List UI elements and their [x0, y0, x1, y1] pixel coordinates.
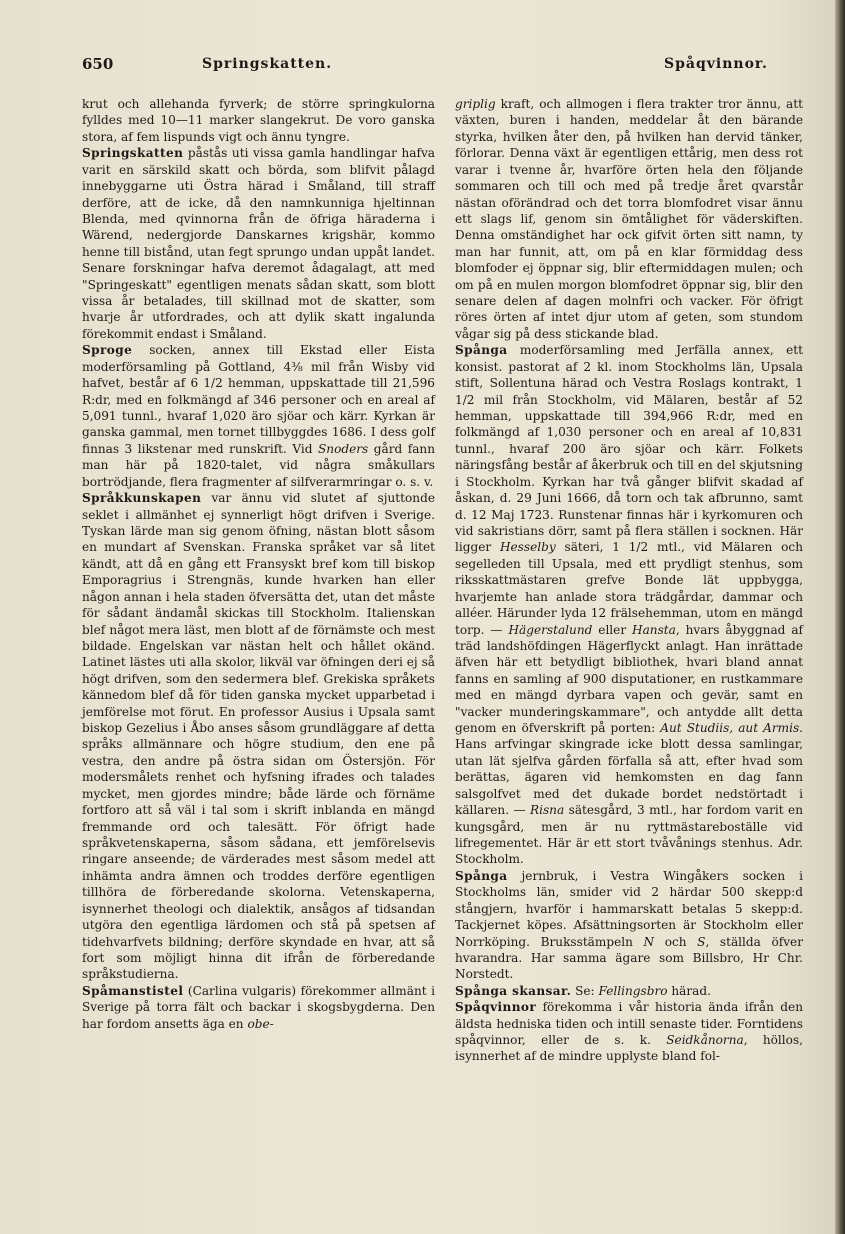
entry-sproge: Sproge socken, annex till Ekstad eller Eista moderförsamling på Gottland, 4⅜ mil från Wisby vid hafvet, består af 6 1/2 hemman, uppskattade till 21,596 R:dr, med en folkmängd af 346 personer och en areal af 5,091 tunnl., hvaraf 1,020 äro sjöar och kärr. Kyrkan är ganska gammal, men tornet tillbyggdes 1686. I dess golf finnas 3 likstenar med runskrift. Vid Snoders gård fann man här på 1820-talet, vid några småkullars bortrödjande, flera fragmenter af silfverarmringar o. s. v.: [82, 343, 435, 489]
entry-spanga: Spånga moderförsamling med Jerfälla annex, ett konsist. pastorat af 2 kl. inom Stockholms län, Upsala stift, Sollentuna härad och Vestra Roslags kontrakt, 1 1/2 mil från Stockholm, vid Mälaren, består af 52 hemman, uppskattade till 394,966 R:dr, med en folkmängd af 1,030 personer och en areal af 10,831 tunnl., hvaraf 200 äro sjöar och kärr. Folkets näringsfång består af åkerbruk och till en del skjutsning i Stockholm. Kyrkan har två gånger blifvit skadad af åskan, d. 29 Juni 1666, då torn och tak afbrunno, samt d. 12 Maj 1723. Runstenar finnas här i kyrkomuren och vid sakristians dörr, samt på flera ställen i socknen. Här ligger Hesselby säteri, 1 1/2 mtl., vid Mälaren och segelleden till Upsala, med ett prydligt stenhus, som riksskattmästaren grefve Bonde lät uppbygga, hvarjemte han anlade stora trädgårdar, dammar och alléer. Härunder lyda 12 frälsehemman, utom en mängd torp. — Hägerstalund eller Hansta, hvars åbyggnad af träd landshöfdingen Hägerflyckt anlagt. Han inrättade äfven här ett betydligt bibliothek, hvari bland annat fanns en samling af 900 disputationer, en rustkammare med en mängd dyrbara vapen och gevär, samt en "vacker munderingskammare", och antydde allt detta genom en öfverskrift på porten: Aut Studiis, aut Armis. Hans arfvingar skingrade icke blott dessa samlingar, utan lät sjelfva gården förfalla så att, efter hvad som berättas, ägaren vid hemkomsten en dag fann salsgolfvet med det dukade bordet nedstörtadt i källaren. — Risna sätesgård, 3 mtl., har fordom varit en kungsgård, men är nu ryttmästareboställe vid lifregementet. Här är ett stort tvåvånings stenhus. Adr. Stockholm.: [455, 343, 803, 867]
entry-spanga-skansar: Spånga skansar. Se: Fellingsbro härad.: [455, 983, 711, 998]
page-header: [82, 55, 834, 79]
right-column: [455, 96, 803, 1065]
entry-spamanstistel: Spåmanstistel (Carlina vulgaris) förekommer allmänt i Sverige på torra fält och backar i skogsbygderna. Den har fordom ansetts äga en obe-: [82, 983, 435, 1031]
headword: Springskatten: [82, 146, 184, 161]
headword: Sproge: [82, 343, 133, 358]
right-running-head: Spåqvinnor.: [664, 56, 768, 72]
headword: Spåmanstistel: [82, 983, 184, 998]
headword: Spånga skansar.: [455, 983, 572, 998]
entry-spanga-jernbruk: Spånga jernbruk, i Vestra Wingåkers socken i Stockholms län, smider vid 2 härdar 500 skepp:d stångjern, hvarför i hammarskatt betalas 5 skepp:d. Tackjernet köpes. Afsättningsorten är Stockholm eller Norrköping. Bruksstämpeln N och S, ställda öfver hvarandra. Har samma ägare som Billsbro, Hr Chr. Norstedt.: [455, 868, 803, 982]
paragraph-continuation: krut och allehanda fyrverk; de större springkulorna fylldes med 10—11 marker slangekrut. De voro ganska stora, af fem lispunds vigt och ännu tyngre.: [82, 97, 435, 144]
headword: Språkkunskapen: [82, 491, 202, 506]
page-edge-shadow: [835, 0, 845, 1234]
entry-spaqvinnor: Spåqvinnor förekomma i vår historia ända ifrån den äldsta hedniska tiden och intill senaste tider. Forntidens spåqvinnor, eller de s. k. Seidkånorna, höllos, isynnerhet af de mindre upplyste bland fol-: [455, 1000, 803, 1064]
headword: Spåqvinnor: [455, 1000, 537, 1015]
entry-sprakkunskapen: Språkkunskapen var ännu vid slutet af sjuttonde seklet i allmänhet ej synnerligt högt drifven i Sverige. Tyskan lärde man sig genom öfning, nästan blott såsom en mundart af Svenskan. Franska språket var så litet kändt, att då en gång ett Fransyskt bref kom till biskop Emporagrius i Strengnäs, kunde hvarken han eller någon annan i hela staden öfversätta det, utan det måste för sådant ändamål skickas till Stockholm. Italienskan blef något mera läst, men blott af de förnämste och mest bildade. Engelskan var nästan helt och hållet okänd. Latinet lästes uti alla skolor, likväl var öfningen deri ej så högt drifven, som den sedermera blef. Grekiska språkets kännedom blef då för tiden ganska mycket upparbetad i jemförelse mot förut. En professor Ausius i Upsala samt biskop Gezelius i Åbo anses såsom grundläggare af detta språks allmännare och högre studium, den ene på vestra, den andre på östra sidan om Östersjön. För modersmålets renhet och hyfsning ifrades och talades mycket, men gjordes mindre; både lärde och förnäme fortforo att så väl i tal som i skrift inblanda en mängd fremmande ord och talesätt. För öfrigt hade språkvetenskaperna, såsom sådana, ett jemförelsevis ringare anseende; de värderades mest såsom medel att inhämta andra ämnen och troddes derföre egentligen tillhöra de förberedande skolorna. Vetenskaperna, isynnerhet theologi och dialektik, ansågos af tidsandan utgöra den egentliga lärdomen och stå på spetsen af tidehvarfvets bildning; derföre skyndade en hvar, att så fort som möjligt hinna dit ifrån de förberedande språkstudierna.: [82, 491, 435, 982]
page-number: 650: [82, 55, 114, 73]
left-running-head: Springskatten.: [202, 56, 333, 72]
entry-springskatten: Springskatten påstås uti vissa gamla handlingar hafva varit en särskild skatt och börda, som blifvit pålagd innebyggarne uti Östra härad i Småland, till straff derföre, att de icke, då den namnkunniga hjeltinnan Blenda, med qvinnorna från de öfriga häraderna i Wärend, nedergjorde Danskarnes krigshär, kommo henne till bistånd, utan fegt sprungo undan uppåt landet. Senare forskningar hafva deremot ådagalagt, att med "Springeskatt" egentligen menats sådan skatt, som blott vissa år betalades, till skillnad mot de skatter, som hvarje år utfordrades, och att dylik skatt ingalunda förekommit endast i Småland.: [82, 146, 435, 341]
headword: Spånga: [455, 343, 508, 358]
paragraph-continuation: griplig kraft, och allmogen i flera trakter tror ännu, att växten, buren i handen, meddelar åt den bärande styrka, hvilken åter den, på hvilken han dervid tänker, förlorar. Denna växt är egentligen ettårig, men dess rot varar i tvenne år, hvarföre örten hela den följande sommaren och till och med på tredje året qvarstår nästan oförändrad och det torra blomfodret visar ännu ett slags lif, genom sin ömtålighet för väderskiften. Denna omständighet har ock gifvit örten sitt namn, ty man har funnit, att, om på en klar förmiddag dess blomfoder ej öppnar sig, blir eftermiddagen mulen; och om på en mulen morgon blomfodret öppnar sig, blir den senare delen af dagen molnfri och vacker. För öfrigt röres örten af intet djur utom af geten, som stundom vågar sig på dess stickande blad.: [455, 97, 803, 341]
headword: Spånga: [455, 868, 508, 883]
left-column: [82, 96, 435, 1032]
